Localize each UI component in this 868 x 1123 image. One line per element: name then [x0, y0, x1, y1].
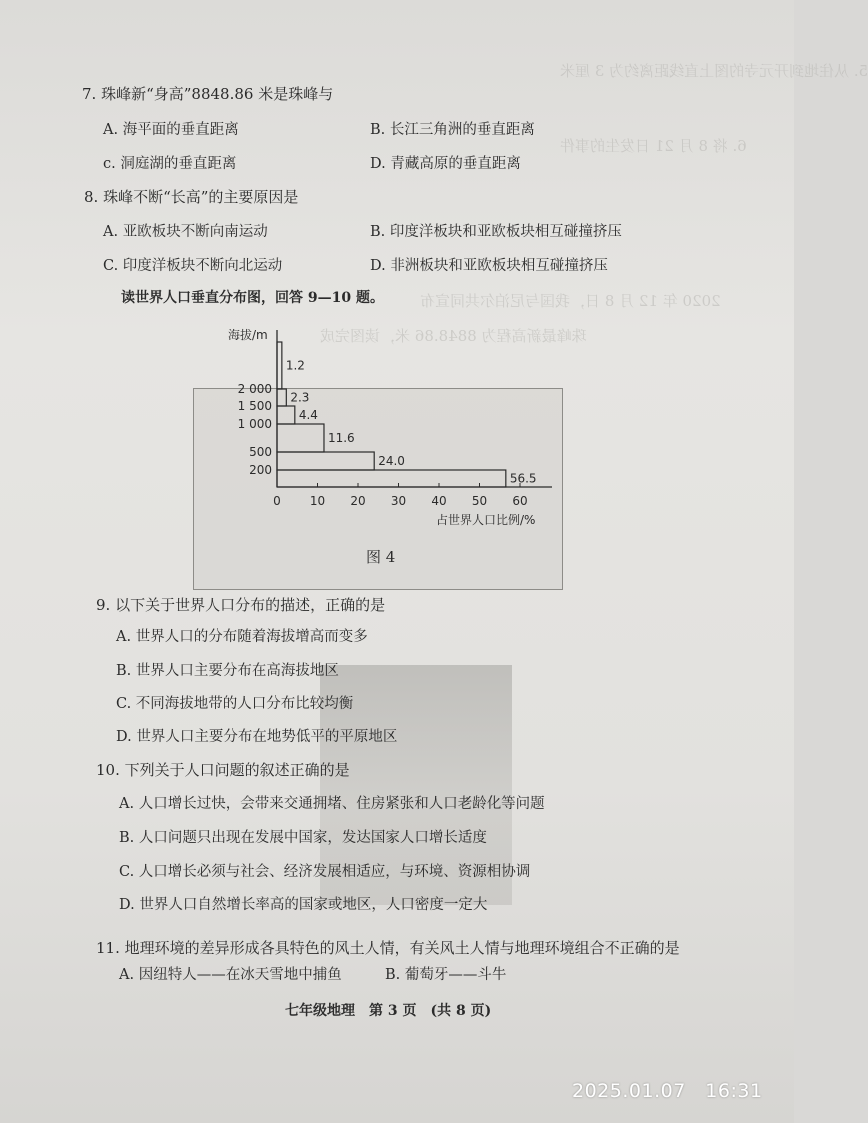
bleed-through-text: 2020 年 12 月 8 日，我国与尼泊尔共同宣布	[420, 292, 721, 310]
chart-data-label: 1.2	[285, 358, 305, 373]
bleed-through-text: 5. 从住地到开元寺的图上直线距离约为 3 厘米	[560, 62, 868, 80]
chart-x-tick-label: 40	[431, 494, 447, 508]
question-9-option-b[interactable]: B. 世界人口主要分布在高海拔地区	[116, 663, 339, 679]
chart-x-tick-label: 50	[471, 494, 488, 508]
question-7-option-b[interactable]: B. 长江三角洲的垂直距离	[370, 122, 535, 138]
chart-data-label: 11.6	[327, 431, 355, 445]
question-9-option-d[interactable]: D. 世界人口主要分布在地势低平的平原地区	[116, 729, 398, 745]
chart-y-tick-label: 1 500	[237, 399, 272, 413]
question-8-stem: 8. 珠峰不断“长高”的主要原因是	[84, 188, 299, 206]
page-footer: 七年级地理 第 3 页 (共 8 页)	[285, 1003, 492, 1019]
chart-x-axis-label: 占世界人口比例/%	[436, 513, 536, 527]
chart-x-tick-label: 0	[273, 494, 281, 508]
question-10-option-d[interactable]: D. 世界人口自然增长率高的国家或地区，人口密度一定大	[119, 897, 488, 913]
chart-y-tick-label: 2 000	[237, 382, 272, 396]
chart-bar	[277, 424, 324, 452]
chart-x-tick-label: 60	[512, 494, 528, 508]
question-10-stem: 10. 下列关于人口问题的叙述正确的是	[96, 761, 350, 779]
chart-data-label: 24.0	[378, 454, 405, 468]
chart-y-tick-label: 200	[249, 463, 272, 477]
bleed-through-text: 珠峰最新高程为 8848.86 米，读图完成	[320, 327, 587, 345]
figure-caption: 图 4	[366, 548, 396, 566]
question-9-option-c[interactable]: C. 不同海拔地带的人口分布比较均衡	[116, 696, 354, 712]
chart-y-tick-label: 1 000	[237, 417, 272, 431]
chart-data-label: 2.3	[290, 390, 310, 405]
question-10-option-a[interactable]: A. 人口增长过快，会带来交通拥堵、住房紧张和人口老龄化等问题	[119, 796, 545, 812]
question-10-option-c[interactable]: C. 人口增长必须与社会、经济发展相适应，与环境、资源相协调	[119, 864, 531, 880]
question-7-option-a[interactable]: A. 海平面的垂直距离	[103, 122, 239, 138]
chart-bar	[277, 452, 374, 470]
chart-bar	[277, 389, 286, 406]
question-8-option-b[interactable]: B. 印度洋板块和亚欧板块相互碰撞挤压	[370, 224, 622, 240]
chart-data-label: 56.5	[509, 471, 537, 486]
chart-y-axis-label: 海拔/m	[228, 328, 268, 342]
question-8-option-d[interactable]: D. 非洲板块和亚欧板块相互碰撞挤压	[370, 258, 608, 274]
chart-data-label: 4.4	[298, 408, 318, 422]
chart-bar	[277, 342, 282, 389]
figure-intro: 读世界人口垂直分布图，回答 9—10 题。	[121, 290, 384, 306]
chart-bar	[277, 406, 295, 424]
question-10-option-b[interactable]: B. 人口问题只出现在发展中国家，发达国家人口增长适度	[119, 830, 487, 846]
chart-x-tick-label: 30	[390, 494, 407, 508]
chart-x-tick-label: 10	[309, 494, 326, 508]
question-9-option-a[interactable]: A. 世界人口的分布随着海拔增高而变多	[116, 629, 368, 645]
question-7-option-d[interactable]: D. 青藏高原的垂直距离	[370, 156, 521, 172]
chart-y-tick-label: 500	[249, 445, 272, 459]
question-11-option-b[interactable]: B. 葡萄牙——斗牛	[385, 967, 507, 983]
question-7-option-c[interactable]: c. 洞庭湖的垂直距离	[103, 156, 237, 172]
question-7-stem: 7. 珠峰新“身高”8848.86 米是珠峰与	[82, 85, 334, 103]
population-vertical-chart	[0, 0, 794, 600]
chart-x-tick-label: 20	[350, 494, 366, 508]
question-8-option-c[interactable]: C. 印度洋板块不断向北运动	[103, 258, 283, 274]
question-11-stem: 11. 地理环境的差异形成各具特色的风土人情，有关风土人情与地理环境组合不正确的是	[96, 939, 680, 957]
chart-bar	[277, 470, 506, 487]
photo-timestamp: 2025.01.07 16:31	[572, 1080, 763, 1102]
question-11-option-a[interactable]: A. 因纽特人——在冰天雪地中捕鱼	[119, 967, 342, 983]
question-9-stem: 9. 以下关于世界人口分布的描述，正确的是	[96, 596, 386, 614]
question-8-option-a[interactable]: A. 亚欧板块不断向南运动	[103, 224, 268, 240]
bleed-through-text: 6. 将 8 月 21 日发生的事件	[560, 137, 747, 155]
